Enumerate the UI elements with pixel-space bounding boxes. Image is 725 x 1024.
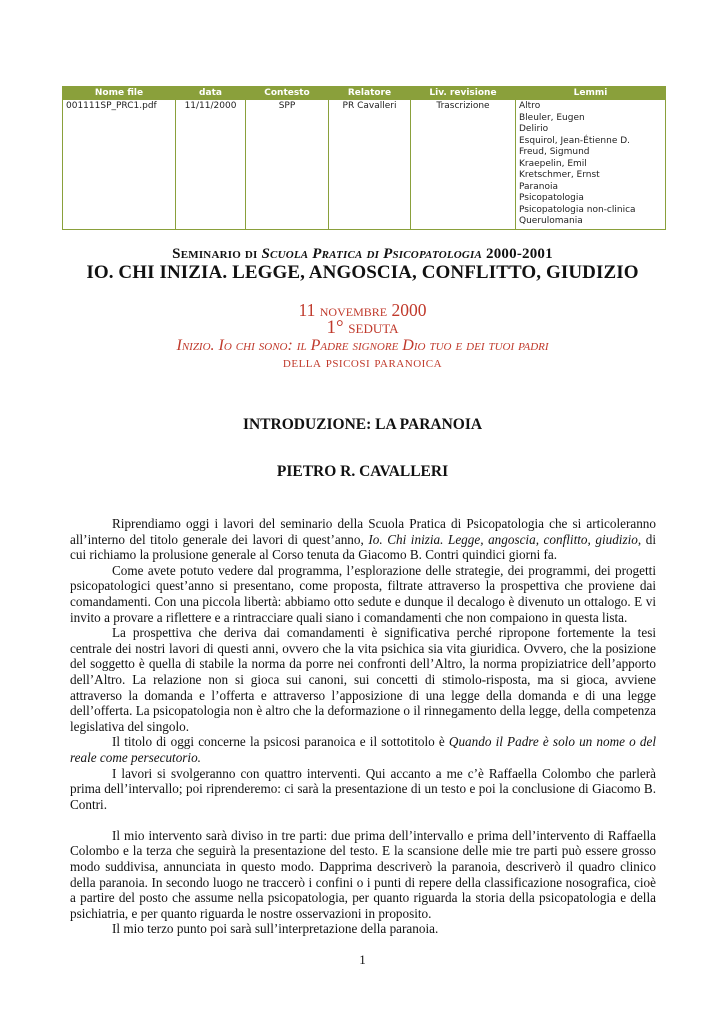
lemma-item: Bleuler, Eugen [519,112,585,123]
lemma-item: Freud, Sigmund [519,147,590,157]
page-number: 1 [359,952,366,967]
paragraph: I lavori si svolgeranno con quattro interventi. Qui accanto a me c’è Raffaella Colombo che parlerà prima dell’intervallo; poi riprenderemo: ci sarà la presentazione di un testo e poi la conclusione di Giacomo B. Contri. [70,765,656,812]
session-number: 1° seduta [326,317,399,338]
seminar-name: Scuola Pratica di Psicopatologia [261,246,483,262]
metadata-table [62,86,666,230]
seminar-title [0,246,725,263]
seminar-years: 2000-2001 [482,246,553,262]
paragraph-text: Il titolo di oggi concerne la psicosi paranoica e il sottotitolo è [112,734,449,750]
paragraph-italic-title: Io. Chi inizia. Legge, angoscia, conflitto, giudizio [368,531,638,547]
paragraph-italic-subtitle: Quando il Padre è solo un nome o del reale come persecutorio. [70,734,656,765]
paragraph: Il mio terzo punto poi sarà sull’interpretazione della paranoia. [112,921,439,937]
body-text [70,516,656,937]
lemma-item: Kretschmer, Ernst [519,170,600,180]
session-subtitle-line1: Inizio. Io chi sono: il Padre signore Dio tuo e dei tuoi padri [176,337,549,354]
table-row [63,100,666,230]
paragraph-text: , di cui richiamo la prolusione generale al Corso tenuta da Giacomo B. Contri quindici giorni fa. [70,531,656,563]
lemma-item: Altro [519,101,541,111]
header-lemmi: Lemmi [516,87,666,100]
lemma-item: Delirio [519,124,549,134]
header-data: data [176,87,246,100]
cell-revisione: Trascrizione [411,100,516,230]
cell-lemmi [516,100,666,230]
header-relatore: Relatore [329,87,411,100]
paragraph: La prospettiva che deriva dai comandamenti è significativa perché ripropone fortemente la tesi centrale dei nostri lavori di questi anni, ovvero che la vita psichica sia vita giuridica. Ovvero, che la posizione del soggetto è quella di stabile la norma da porre nei confronti dell’Altro, la norma propiziatrice dell’apporto dell’Altro. La relazione non si gioca sui canoni, sui concetti di stimolo-risposta, ma si gioca, avviene attraverso la domanda e l’offerta e attraverso l’apposizione di una legge della domanda e di una legge dell’offerta. La psicopatologia non è altro che la deformazione o il rinnegamento della legge, della competenza legislativa del singolo. [70,625,656,734]
seminar-prefix: Seminario di [172,246,262,262]
cell-contesto: SPP [246,100,329,230]
lemma-item: Kraepelin, Emil [519,158,587,169]
lemma-item: Psicopatologia non-clinica [519,204,636,215]
paragraph-text: Riprendiamo oggi i lavori del seminario della Scuola Pratica di Psicopatologia che si articoleranno all’interno del titolo generale dei lavori di quest’anno, [70,516,656,547]
lemma-item: Esquirol, Jean-Étienne D. [519,135,631,146]
cell-nome-file: 001111SP_PRC1.pdf [63,100,176,230]
lemma-item: Psicopatologia [519,193,584,203]
lemma-item: Querulomania [519,216,583,226]
author-name: PIETRO R. CAVALLERI [276,463,449,480]
session-subtitle-line2: della psicosi paranoica [282,355,443,371]
paragraph: Come avete potuto vedere dal programma, l’esplorazione delle strategie, dei programmi, dei progetti psicopatologici quest’anno si presentano, come proposta, filtrate attraverso la prospettiva che proviene dai comandamenti. Con una piccola libertà: abbiamo otto sedute e dunque il decalogo è divenuto un ottalogo. E vi invito a provare a riflettere e a rintracciare quali siano i comandamenti che non compaiono in questa lista. [70,562,656,625]
header-contesto: Contesto [246,87,329,100]
cell-relatore: PR Cavalleri [329,100,411,230]
header-revisione: Liv. revisione [411,87,516,100]
paragraph [70,734,656,765]
lemma-item: Paranoia [519,181,558,192]
header-nome-file: Nome file [63,87,176,100]
cell-data: 11/11/2000 [176,100,246,230]
paragraph [70,516,656,563]
table-header-row [63,87,666,100]
main-title: IO. CHI INIZIA. LEGGE, ANGOSCIA, CONFLITTO, GIUDIZIO [86,262,639,283]
session-date: 11 novembre 2000 [298,300,427,320]
section-title: INTRODUZIONE: LA PARANOIA [242,416,483,433]
paragraph: Il mio intervento sarà diviso in tre parti: due prima dell’intervallo e prima dell’intervento di Raffaella Colombo e la terza che seguirà la presentazione del testo. E la scansione delle mie tre parti può essere grosso modo suddivisa, annunciata in questo modo. Dapprima descriverò la paranoia, descriverò il quadro clinico della paranoia. In secondo luogo ne traccerò i confini o i punti di repere della classificazione nosografica, cioè a partire del posto che assume nella psicopatologia, per quanto riguarda la storia della psicopatologia e della psichiatria, e per quanto riguarda le nostre osservazioni in proposito. [70,827,656,921]
